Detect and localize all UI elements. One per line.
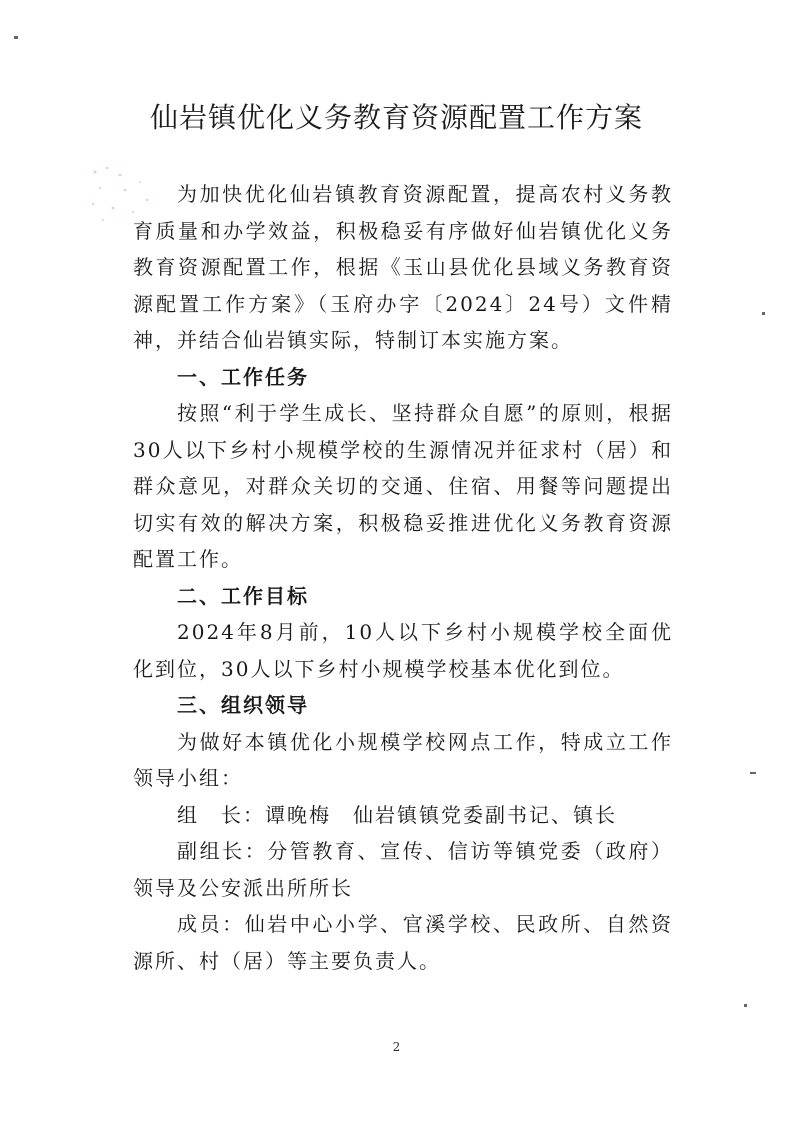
document-body: [133, 176, 673, 979]
members-line: 成员：仙岩中心小学、官溪学校、民政所、自然资源所、村（居）等主要负责人。: [133, 912, 673, 973]
deputy-line: 副组长：分管教育、宣传、信访等镇党委（政府）领导及公安派出所所长: [133, 839, 673, 900]
intro-paragraph: 为加快优化仙岩镇教育资源配置，提高农村义务教育质量和办学效益，积极稳妥有序做好仙岩镇优化义务教育资源配置工作，根据《玉山县优化县域义务教育资源配置工作方案》（玉府办字〔2024〕24号）文件精神，并结合仙岩镇实际，特制订本实施方案。: [133, 182, 673, 352]
section-heading-tasks: 一、工作任务: [177, 364, 309, 389]
page-number: 2: [392, 1040, 401, 1054]
section-tasks-text: 按照“利于学生成长、坚持群众自愿”的原则，根据30人以下乡村小规模学校的生源情况并征求村（居）和群众意见，对群众关切的交通、住宿、用餐等问题提出切实有效的解决方案，积极稳妥推进优化义务教育资源配置工作。: [133, 401, 673, 571]
section-heading-leadership: 三、组织领导: [177, 693, 309, 717]
scan-mark: [14, 36, 18, 39]
section-heading-goals: 二、工作目标: [177, 583, 309, 608]
scan-mark: [750, 772, 756, 774]
section-goals-text: 2024年8月前，10人以下乡村小规模学校全面优化到位，30人以下乡村小规模学校基本优化到位。: [133, 620, 673, 681]
section-leadership-text: 为做好本镇优化小规模学校网点工作，特成立工作领导小组：: [133, 729, 673, 790]
scan-mark: [762, 312, 765, 315]
document-title: 仙岩镇优化义务教育资源配置工作方案: [149, 101, 643, 134]
scan-mark: [744, 1004, 747, 1007]
leader-line: 组 长：谭晚梅 仙岩镇镇党委副书记、镇长: [177, 802, 617, 827]
